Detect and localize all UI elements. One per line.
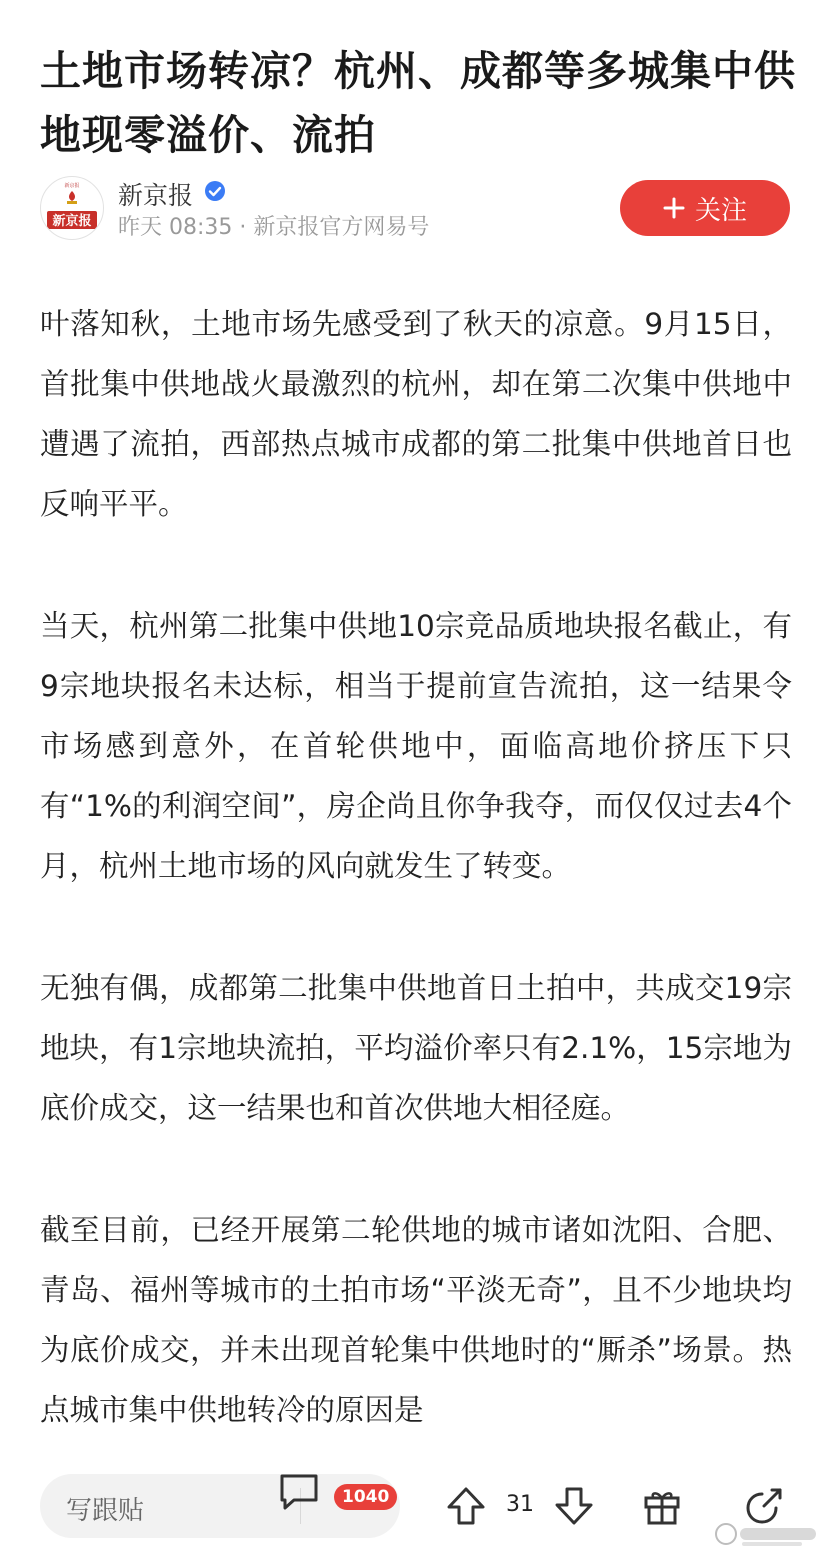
thumb-up-arrow-icon[interactable] [444,1484,488,1528]
article-paragraph: 当天，杭州第二批集中供地10宗竞品质地块报名截止，有9宗地块报名未达标，相当于提前宣告流拍，这一结果令市场感到意外，在首轮供地中，面临高地价挤压下只有“1%的利润空间”，房企尚且你争我夺，而仅仅过去4个月，杭州土地市场的风向就发生了转变。 [40,609,792,883]
thumb-down-arrow-icon[interactable] [552,1484,596,1528]
bottom-action-bar [0,1458,828,1554]
follow-button[interactable] [620,180,790,236]
author-row [40,172,790,242]
verified-icon [204,180,226,202]
article-paragraph: 无独有偶，成都第二批集中供地首日土拍中，共成交19宗地块，有1宗地块流拍，平均溢价率只有2.1%，15宗地为底价成交，这一结果也和首次供地大相径庭。 [40,971,792,1125]
author-name[interactable]: 新京报 [118,181,194,210]
post-source: · 新京报官方网易号 [239,215,430,240]
post-meta [118,210,429,241]
avatar-logo-icon [41,177,103,239]
comment-count-badge: 1040 [334,1484,397,1510]
article-title: 土地市场转凉？杭州、成都等多城集中供地现零溢价、流拍 [40,47,796,160]
comment-placeholder: 写跟贴 [66,1496,145,1526]
svg-text:新京报: 新京报 [52,214,92,229]
avatar[interactable] [40,176,104,240]
vote-count: 31 [506,1492,534,1517]
comment-icon[interactable] [276,1468,322,1514]
article-body [40,294,792,1502]
plus-icon [663,197,685,219]
post-time: 昨天 08:35 [118,215,233,240]
gift-icon[interactable] [640,1484,684,1528]
svg-text:新京报: 新京报 [64,183,80,189]
article-paragraph: 截至目前，已经开展第二轮供地的城市诸如沈阳、合肥、青岛、福州等城市的土拍市场“平淡无奇”，且不少地块均为底价成交，并未出现首轮集中供地时的“厮杀”场景。热点城市集中供地转冷的原因是 [40,1213,792,1427]
article-paragraph: 叶落知秋，土地市场先感受到了秋天的凉意。9月15日，首批集中供地战火最激烈的杭州，却在第二次集中供地中遭遇了流拍，西部热点城市成都的第二批集中供地首日也反响平平。 [40,307,792,521]
follow-label: 关注 [694,195,747,226]
watermark-icon [712,1520,822,1550]
